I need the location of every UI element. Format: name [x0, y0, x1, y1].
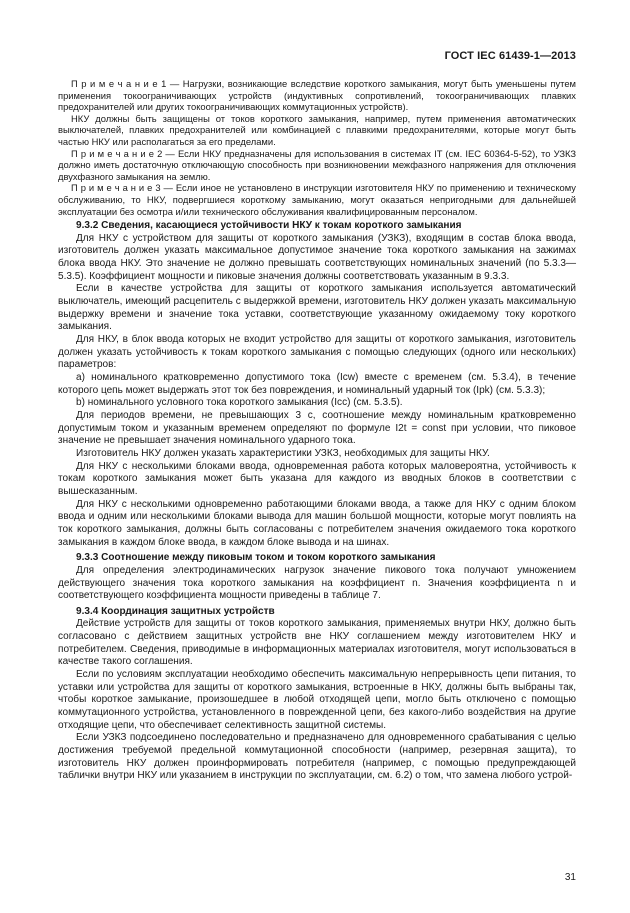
section-heading-9-3-4: 9.3.4 Координация защитных устройств	[76, 605, 275, 617]
standard-header: ГОСТ IEC 61439-1—2013	[444, 50, 576, 62]
section-heading-9-3-3: 9.3.3 Соотношение между пиковым током и током короткого замыкания	[76, 552, 436, 564]
paragraph: Изготовитель НКУ должен указать характеристики УЗКЗ, необходимых для защиты НКУ.	[76, 447, 490, 459]
paragraph: Если УЗКЗ подсоединено последовательно и предназначено для одновременного срабатывания с целью достижения требуемой предельной коммутационной способности (например, резервная защита), то изготовитель НКУ должен проинформировать потребителя (например, с помощью предупреждающей таблички внутри НКУ или указанием в инструкции по эксплуатации, см. 6.2) о том, что замена любого устрой-	[58, 732, 576, 782]
paragraph: Действие устройств для защиты от токов короткого замыкания, применяемых внутри НКУ, должно быть согласовано с действием защитных устройств вне НКУ соглашением между изготовителем НКУ и потребителем. Сведения, приводимые в информационных материалах изготовителя, могут использоваться в качестве такого соглашения.	[58, 618, 576, 668]
list-item-b: b) номинального условного тока короткого замыкания (Icc) (см. 5.3.5).	[76, 397, 403, 409]
section-heading-9-3-2: 9.3.2 Сведения, касающиеся устойчивости НКУ к токам короткого замыкания	[76, 220, 462, 232]
list-item-a: a) номинального кратковременно допустимого тока (Icw) вместе с временем (см. 5.3.4), в течение которого цепь может выдержать этот ток без повреждения, и номинальный ударный ток (Ipk) (см. 5.3.3);	[58, 372, 576, 396]
paragraph: Для периодов времени, не превышающих 3 с, соотношение между номинальным кратковременно допустимым током и указанным временем определяют по формуле I2t = const при условии, что пиковое значение не превышает значения номинального ударного тока.	[58, 409, 576, 447]
note-1: П р и м е ч а н и е 1 — Нагрузки, возникающие вследствие короткого замыкания, могут быть уменьшены путем применения токоограничивающих устройств (индуктивных сопротивлений, токоограничивающих плавких предохранителей или других токоограничивающих коммутационных устройств).	[58, 78, 576, 113]
paragraph: Если в качестве устройства для защиты от короткого замыкания используется автоматический выключатель, имеющий расцепитель с выдержкой времени, изготовитель НКУ должен указать максимальную выдержку времени и значение тока уставки, соответствующие указанному ожидаемому току короткого замыкания.	[58, 283, 576, 333]
paragraph: Если по условиям эксплуатации необходимо обеспечить максимальную непрерывность цепи питания, то уставки или устройства для защиты от короткого замыкания, встроенные в НКУ, должны быть выбраны так, чтобы короткое замыкание, произошедшее в любой отходящей цепи, могло быть отключено с помощью коммутационного устройства, установленного в поврежденной цепи, без какого-либо воздействия на другие отходящие цепи, что обеспечивает селективность защитной системы.	[58, 669, 576, 731]
body-text	[58, 78, 576, 783]
note-3: П р и м е ч а н и е 3 — Если иное не установлено в инструкции изготовителя НКУ по применению и техническому обслуживанию, то НКУ, подвергшиеся короткому замыканию, могут оказаться непригодными для дальнейшей эксплуатации без осмотра и/или технического обслуживания квалифицированным персоналом.	[58, 182, 576, 217]
paragraph: Для НКУ с несколькими одновременно работающими блоками ввода, а также для НКУ с одним блоком ввода и одним или несколькими блоками вывода для машин большой мощности, которые могут повлиять на ток короткого замыкания, должны быть согласованы с потребителем значения ожидаемого тока короткого замыкания в каждом блоке ввода, в каждом блоке вывода и на шинах.	[58, 498, 576, 548]
note-2: П р и м е ч а н и е 2 — Если НКУ предназначены для использования в системах IT (см. IEC 60364-5-52), то УЗКЗ должно иметь достаточную отключающую способность при возникновении межфазного напряжения для отключения двухфазного замыкания на землю.	[58, 147, 576, 182]
paragraph: Для НКУ, в блок ввода которых не входит устройство для защиты от короткого замыкания, изготовитель должен указать устойчивость к токам короткого замыкания с помощью следующих (одного или нескольких) параметров:	[58, 334, 576, 371]
paragraph: Для определения электродинамических нагрузок значение пикового тока получают умножением действующего значения тока короткого замыкания на коэффициент n. Значения коэффициента n и соответствующего коэффициента мощности приведены в таблице 7.	[58, 564, 576, 602]
page-number: 31	[564, 872, 576, 883]
paragraph: Для НКУ с несколькими блоками ввода, одновременная работа которых маловероятна, устойчивость к токам короткого замыкания может быть указана для каждого из вводных блоков в соответствии с вышесказанным.	[58, 460, 576, 497]
note-paragraph: НКУ должны быть защищены от токов короткого замыкания, например, путем применения автоматических выключателей, плавких предохранителей или комбинацией с плавкими предохранителями, которые могут быть частью НКУ или располагаться за его пределами.	[58, 112, 576, 147]
paragraph: Для НКУ с устройством для защиты от короткого замыкания (УЗКЗ), входящим в состав блока ввода, изготовитель должен указать максимальное допустимое значение тока короткого замыкания на зажимах блока ввода НКУ. Это значение не должно превышать соответствующих номинальных значений (по 5.3.3— 5.3.5). Коэффициент мощности и пиковые значения должны соответствовать указанным в 9.3.3.	[58, 232, 576, 282]
